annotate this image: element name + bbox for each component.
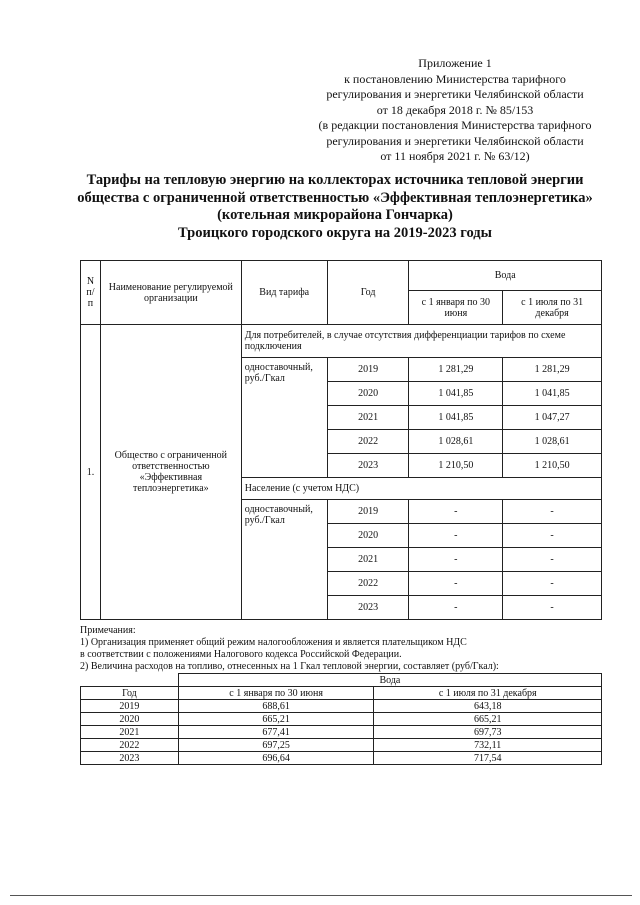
- value-cell: 1 047,27: [503, 406, 602, 430]
- document-title: [40, 172, 630, 242]
- header-year: Год: [327, 261, 409, 325]
- note-1-line-1: 1) Организация применяет общий режим налогообложения и является плательщиком НДС: [80, 637, 467, 648]
- value-cell: -: [503, 548, 602, 572]
- fuel-year: 2021: [81, 726, 179, 739]
- fuel-value: 643,18: [374, 700, 602, 713]
- year-cell: 2023: [327, 454, 409, 478]
- header-tariff-type: Вид тарифа: [241, 261, 327, 325]
- year-cell: 2020: [327, 382, 409, 406]
- year-cell: 2022: [327, 572, 409, 596]
- page-bottom-rule: [10, 895, 632, 896]
- appendix-line: Приложение 1: [418, 56, 492, 70]
- fuel-header-water: Вода: [178, 674, 601, 687]
- value-cell: 1 041,85: [409, 406, 503, 430]
- fuel-value: 697,25: [178, 739, 374, 752]
- notes: [80, 625, 600, 673]
- value-cell: 1 281,29: [503, 358, 602, 382]
- notes-heading: Примечания:: [80, 625, 136, 636]
- fuel-year: 2020: [81, 713, 179, 726]
- appendix-line: от 11 ноября 2021 г. № 63/12): [380, 149, 530, 163]
- header-num: N п/п: [81, 261, 101, 325]
- year-cell: 2021: [327, 406, 409, 430]
- value-cell: -: [503, 524, 602, 548]
- fuel-year: 2023: [81, 752, 179, 765]
- value-cell: -: [409, 572, 503, 596]
- year-cell: 2021: [327, 548, 409, 572]
- fuel-value: 665,21: [178, 713, 374, 726]
- year-cell: 2019: [327, 500, 409, 524]
- appendix-line: к постановлению Министерства тарифного: [344, 71, 566, 86]
- note-2: 2) Величина расходов на топливо, отнесенных на 1 Гкал тепловой энергии, составляет (руб/Гкал):: [80, 661, 499, 672]
- value-cell: -: [409, 548, 503, 572]
- value-cell: 1 281,29: [409, 358, 503, 382]
- title-line: общества с ограниченной ответственностью «Эффективная теплоэнергетика»: [77, 189, 593, 206]
- tariff-type: одноставочный, руб./Гкал: [241, 500, 327, 620]
- value-cell: -: [503, 572, 602, 596]
- value-cell: 1 041,85: [409, 382, 503, 406]
- note-1-line-2: в соответствии с положениями Налогового кодекса Российской Федерации.: [80, 649, 402, 660]
- header-period-1: с 1 января по 30 июня: [409, 291, 503, 325]
- appendix-header: [300, 56, 610, 165]
- row-number: 1.: [81, 325, 101, 620]
- year-cell: 2022: [327, 430, 409, 454]
- value-cell: -: [409, 524, 503, 548]
- fuel-value: 665,21: [374, 713, 602, 726]
- appendix-line: (в редакции постановления Министерства тарифного: [318, 118, 592, 132]
- value-cell: -: [409, 596, 503, 620]
- fuel-value: 697,73: [374, 726, 602, 739]
- fuel-header-period-2: с 1 июля по 31 декабря: [374, 687, 602, 700]
- value-cell: 1 210,50: [409, 454, 503, 478]
- fuel-year: 2019: [81, 700, 179, 713]
- appendix-line: регулирования и энергетики Челябинской области: [326, 87, 584, 101]
- header-org: Наименование регулируемой организации: [100, 261, 241, 325]
- title-line: Троицкого городского округа на 2019-2023 годы: [178, 224, 492, 241]
- fuel-year: 2022: [81, 739, 179, 752]
- fuel-header-year: Год: [81, 687, 179, 700]
- value-cell: 1 028,61: [503, 430, 602, 454]
- fuel-header-period-1: с 1 января по 30 июня: [178, 687, 374, 700]
- title-line: Тарифы на тепловую энергию на коллекторах источника тепловой энергии: [86, 172, 584, 188]
- fuel-cost-table: [80, 673, 602, 765]
- value-cell: 1 028,61: [409, 430, 503, 454]
- year-cell: 2023: [327, 596, 409, 620]
- group-label: Население (с учетом НДС): [241, 478, 601, 500]
- fuel-value: 717,54: [374, 752, 602, 765]
- title-line: (котельная микрорайона Гончарка): [217, 207, 453, 223]
- value-cell: -: [503, 500, 602, 524]
- appendix-line: регулирования и энергетики Челябинской области: [326, 133, 584, 148]
- tariff-table: [80, 260, 602, 620]
- value-cell: 1 041,85: [503, 382, 602, 406]
- value-cell: -: [409, 500, 503, 524]
- fuel-value: 732,11: [374, 739, 602, 752]
- fuel-value: 688,61: [178, 700, 374, 713]
- fuel-value: 696,64: [178, 752, 374, 765]
- tariff-type: одноставочный, руб./Гкал: [241, 358, 327, 478]
- year-cell: 2019: [327, 358, 409, 382]
- year-cell: 2020: [327, 524, 409, 548]
- value-cell: 1 210,50: [503, 454, 602, 478]
- fuel-value: 677,41: [178, 726, 374, 739]
- org-name: Общество с ограниченной ответственностью «Эффективная теплоэнергетика»: [100, 325, 241, 620]
- value-cell: -: [503, 596, 602, 620]
- header-water: Вода: [409, 261, 602, 291]
- header-period-2: с 1 июля по 31 декабря: [503, 291, 602, 325]
- group-label: Для потребителей, в случае отсутствия дифференциации тарифов по схеме подключения: [241, 325, 601, 358]
- appendix-line: от 18 декабря 2018 г. № 85/153: [376, 102, 534, 117]
